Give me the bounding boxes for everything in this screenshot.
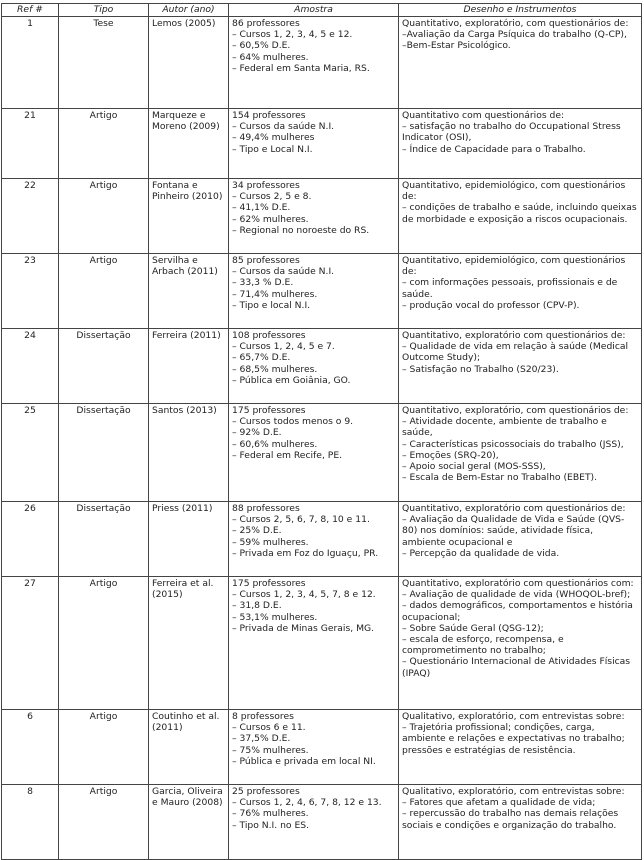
cell-ref: 26 [2,502,59,577]
table-row [2,577,642,710]
amostra-line: – Privada de Minas Gerais, MG. [232,622,375,634]
cell-autor: Fontana e Pinheiro (2010) [149,179,229,254]
desenho-line: – Satisfação no Trabalho (S20/23). [402,363,559,375]
amostra-line: – Tipo N.I. no ES. [232,819,310,831]
amostra-line: – Cursos todos menos o 9. [232,416,354,428]
amostra-line: – 76% mulheres. [232,808,309,820]
cell-tipo: Artigo [59,109,149,179]
cell-ref: 25 [2,404,59,502]
amostra-line: – Pública em Goiânia, GO. [232,374,351,386]
desenho-line: – Emoções (SRQ-20), [402,449,499,461]
desenho-line: –Avaliação da Carga Psíquica do trabalho (Q-CP), [402,29,627,41]
desenho-line: – escala de esforço, recompensa, e comprometimento no trabalho; [402,634,564,657]
amostra-line: – 60,6% mulheres. [232,438,318,450]
table-row [2,404,642,502]
desenho-line: – Avaliação da Qualidade de Vida e Saúde (QVS-80) nos domínios: saúde, atividade física, ambiente ocupacional e [402,514,625,548]
cell-autor: Garcia, Oliveira e Mauro (2008) [149,785,229,860]
cell-amostra [229,329,399,404]
amostra-line: 88 professores [232,503,300,514]
cell-amostra [229,710,399,785]
desenho-line: – Qualidade de vida em relação à saúde (Medical Outcome Study); [402,341,629,364]
cell-desenho [399,17,642,109]
desenho-line: – Avaliação de qualidade de vida (WHOQOL-bref); [402,589,631,601]
desenho-line: Qualitativo, exploratório, com entrevistas sobre: [402,711,625,722]
amostra-line: – Cursos 1, 2, 3, 4, 5 e 12. [232,29,353,41]
header-tipo: Tipo [59,4,149,17]
desenho-line: Qualitativo, exploratório, com entrevistas sobre: [402,786,625,797]
amostra-line: 175 professores [232,578,306,589]
cell-tipo: Artigo [59,179,149,254]
desenho-line: – Apoio social geral (MOS-SSS), [402,461,546,473]
desenho-line: – Índice de Capacidade para o Trabalho. [402,143,586,155]
cell-desenho [399,502,642,577]
amostra-line: – 53,1% mulheres. [232,611,318,623]
amostra-line: – Cursos 2, 5, 6, 7, 8, 10 e 11. [232,514,370,526]
cell-amostra [229,17,399,109]
cell-desenho [399,710,642,785]
cell-desenho [399,404,642,502]
cell-tipo: Tese [59,17,149,109]
amostra-line: – 92% D.E. [232,427,282,439]
amostra-line: – 37,5% D.E. [232,733,291,745]
cell-autor: Lemos (2005) [149,17,229,109]
amostra-line: – Federal em Santa Maria, RS. [232,62,370,74]
desenho-line: – Questionário Internacional de Atividades Físicas (IPAQ) [402,656,631,679]
table-row [2,502,642,577]
desenho-line: – Fatores que afetam a qualidade de vida; [402,797,596,809]
header-autor: Autor (ano) [149,4,229,17]
desenho-line: Quantitativo, exploratório, com questionários de: [402,405,629,416]
desenho-line: – satisfação no trabalho do Occupational Stress Indicator (OSI), [402,121,621,144]
amostra-line: 86 professores [232,18,300,29]
amostra-line: – 31,8 D.E. [232,600,282,612]
desenho-line: Quantitativo, exploratório com questionários com: [402,578,634,589]
cell-autor: Servilha e Arbach (2011) [149,254,229,329]
table-row [2,109,642,179]
desenho-line: – Atividade docente, ambiente de trabalho e saúde, [402,416,607,439]
cell-autor: Coutinho et al. (2011) [149,710,229,785]
amostra-line: – Cursos 1, 2, 4, 5 e 7. [232,341,335,353]
amostra-line: 154 professores [232,110,306,121]
amostra-line: – Regional no noroeste do RS. [232,224,370,236]
table-row [2,710,642,785]
amostra-line: 85 professores [232,255,300,266]
amostra-line: 108 professores [232,330,306,341]
cell-autor: Ferreira et al. (2015) [149,577,229,710]
amostra-line: – Cursos 1, 2, 4, 6, 7, 8, 12 e 13. [232,797,382,809]
cell-ref: 21 [2,109,59,179]
table-header [2,4,642,17]
amostra-line: – Tipo e local N.I. [232,299,311,311]
cell-amostra [229,404,399,502]
amostra-line: – Cursos 1, 2, 3, 4, 5, 7, 8 e 12. [232,589,376,601]
cell-desenho [399,109,642,179]
cell-desenho [399,254,642,329]
cell-tipo: Artigo [59,785,149,860]
amostra-line: – 41,1% D.E. [232,202,291,214]
header-desenho: Desenho e Instrumentos [399,4,642,17]
desenho-line: Quantitativo, exploratório, com questionários de: [402,18,629,29]
amostra-line: – Privada em Foz do Iguaçu, PR. [232,547,379,559]
cell-ref: 24 [2,329,59,404]
amostra-line: – Tipo e Local N.I. [232,143,313,155]
amostra-line: – 62% mulheres. [232,213,309,225]
desenho-line: – produção vocal do professor (CPV-P). [402,299,580,311]
desenho-line: – Trajetória profissional; condições, carga, ambiente e relações e expectativas no trabalho; pressões e estratégias de resistência. [402,722,625,756]
cell-amostra [229,109,399,179]
table-row [2,179,642,254]
cell-amostra [229,179,399,254]
amostra-line: – 65,7% D.E. [232,352,291,364]
header-amostra: Amostra [229,4,399,17]
desenho-line: – repercussão do trabalho nas demais relações sociais e condições e organização do trabalho. [402,808,619,831]
cell-ref: 22 [2,179,59,254]
amostra-line: – Cursos 6 e 11. [232,722,306,734]
amostra-line: – Cursos da saúde N.I. [232,121,335,133]
cell-desenho [399,577,642,710]
desenho-line: –Bem-Estar Psicológico. [402,40,511,52]
cell-amostra [229,577,399,710]
amostra-line: – Federal em Recife, PE. [232,449,343,461]
desenho-line: – Percepção da qualidade de vida. [402,547,560,559]
table-body [2,17,642,860]
cell-tipo: Dissertação [59,404,149,502]
cell-desenho [399,179,642,254]
desenho-line: Quantitativo, exploratório com questionários de: [402,503,626,514]
desenho-line: – condições de trabalho e saúde, incluindo queixas de morbidade e exposição a riscos ocupacionais. [402,202,637,225]
cell-autor: Santos (2013) [149,404,229,502]
cell-ref: 23 [2,254,59,329]
cell-tipo: Dissertação [59,329,149,404]
table-row [2,254,642,329]
desenho-line: – Escala de Bem-Estar no Trabalho (EBET). [402,472,598,484]
cell-autor: Priess (2011) [149,502,229,577]
cell-ref: 27 [2,577,59,710]
table-row [2,785,642,860]
header-ref: Ref # [2,4,59,17]
desenho-line: – Características psicossociais do trabalho (JSS), [402,438,624,450]
cell-tipo: Artigo [59,254,149,329]
cell-amostra [229,502,399,577]
amostra-line: 175 professores [232,405,306,416]
amostra-line: – 60,5% D.E. [232,40,291,52]
cell-desenho [399,329,642,404]
cell-ref: 6 [2,710,59,785]
cell-amostra [229,785,399,860]
amostra-line: – 49,4% mulheres [232,132,315,144]
table-row [2,329,642,404]
cell-autor: Ferreira (2011) [149,329,229,404]
header-row [2,4,642,17]
amostra-line: – Cursos 2, 5 e 8. [232,191,312,203]
cell-tipo: Artigo [59,577,149,710]
desenho-line: Quantitativo com questionários de: [402,110,565,121]
amostra-line: – 71,4% mulheres. [232,288,318,300]
desenho-line: Quantitativo, epidemiológico, com questionários de: [402,180,626,203]
cell-tipo: Dissertação [59,502,149,577]
table-row [2,17,642,109]
desenho-line: – Sobre Saúde Geral (QSG-12); [402,622,544,634]
amostra-line: – 75% mulheres. [232,744,309,756]
amostra-line: – 59% mulheres. [232,536,309,548]
amostra-line: – Cursos da saúde N.I. [232,266,335,278]
amostra-line: – 33,3 % D.E. [232,277,294,289]
cell-ref: 8 [2,785,59,860]
cell-autor: Marqueze e Moreno (2009) [149,109,229,179]
amostra-line: – 68,5% mulheres. [232,363,318,375]
cell-amostra [229,254,399,329]
desenho-line: Quantitativo, exploratório com questionários de: [402,330,626,341]
amostra-line: – Pública e privada em local NI. [232,755,376,767]
literature-table [1,3,642,860]
amostra-line: 34 professores [232,180,300,191]
amostra-line: – 64% mulheres. [232,51,309,63]
amostra-line: 8 professores [232,711,294,722]
amostra-line: 25 professores [232,786,300,797]
amostra-line: – 25% D.E. [232,525,282,537]
desenho-line: Quantitativo, epidemiológico, com questionários de: [402,255,626,278]
desenho-line: – dados demográficos, comportamentos e história ocupacional; [402,600,633,623]
cell-tipo: Artigo [59,710,149,785]
cell-ref: 1 [2,17,59,109]
cell-desenho [399,785,642,860]
desenho-line: – com informações pessoais, profissionais e de saúde. [402,277,618,300]
